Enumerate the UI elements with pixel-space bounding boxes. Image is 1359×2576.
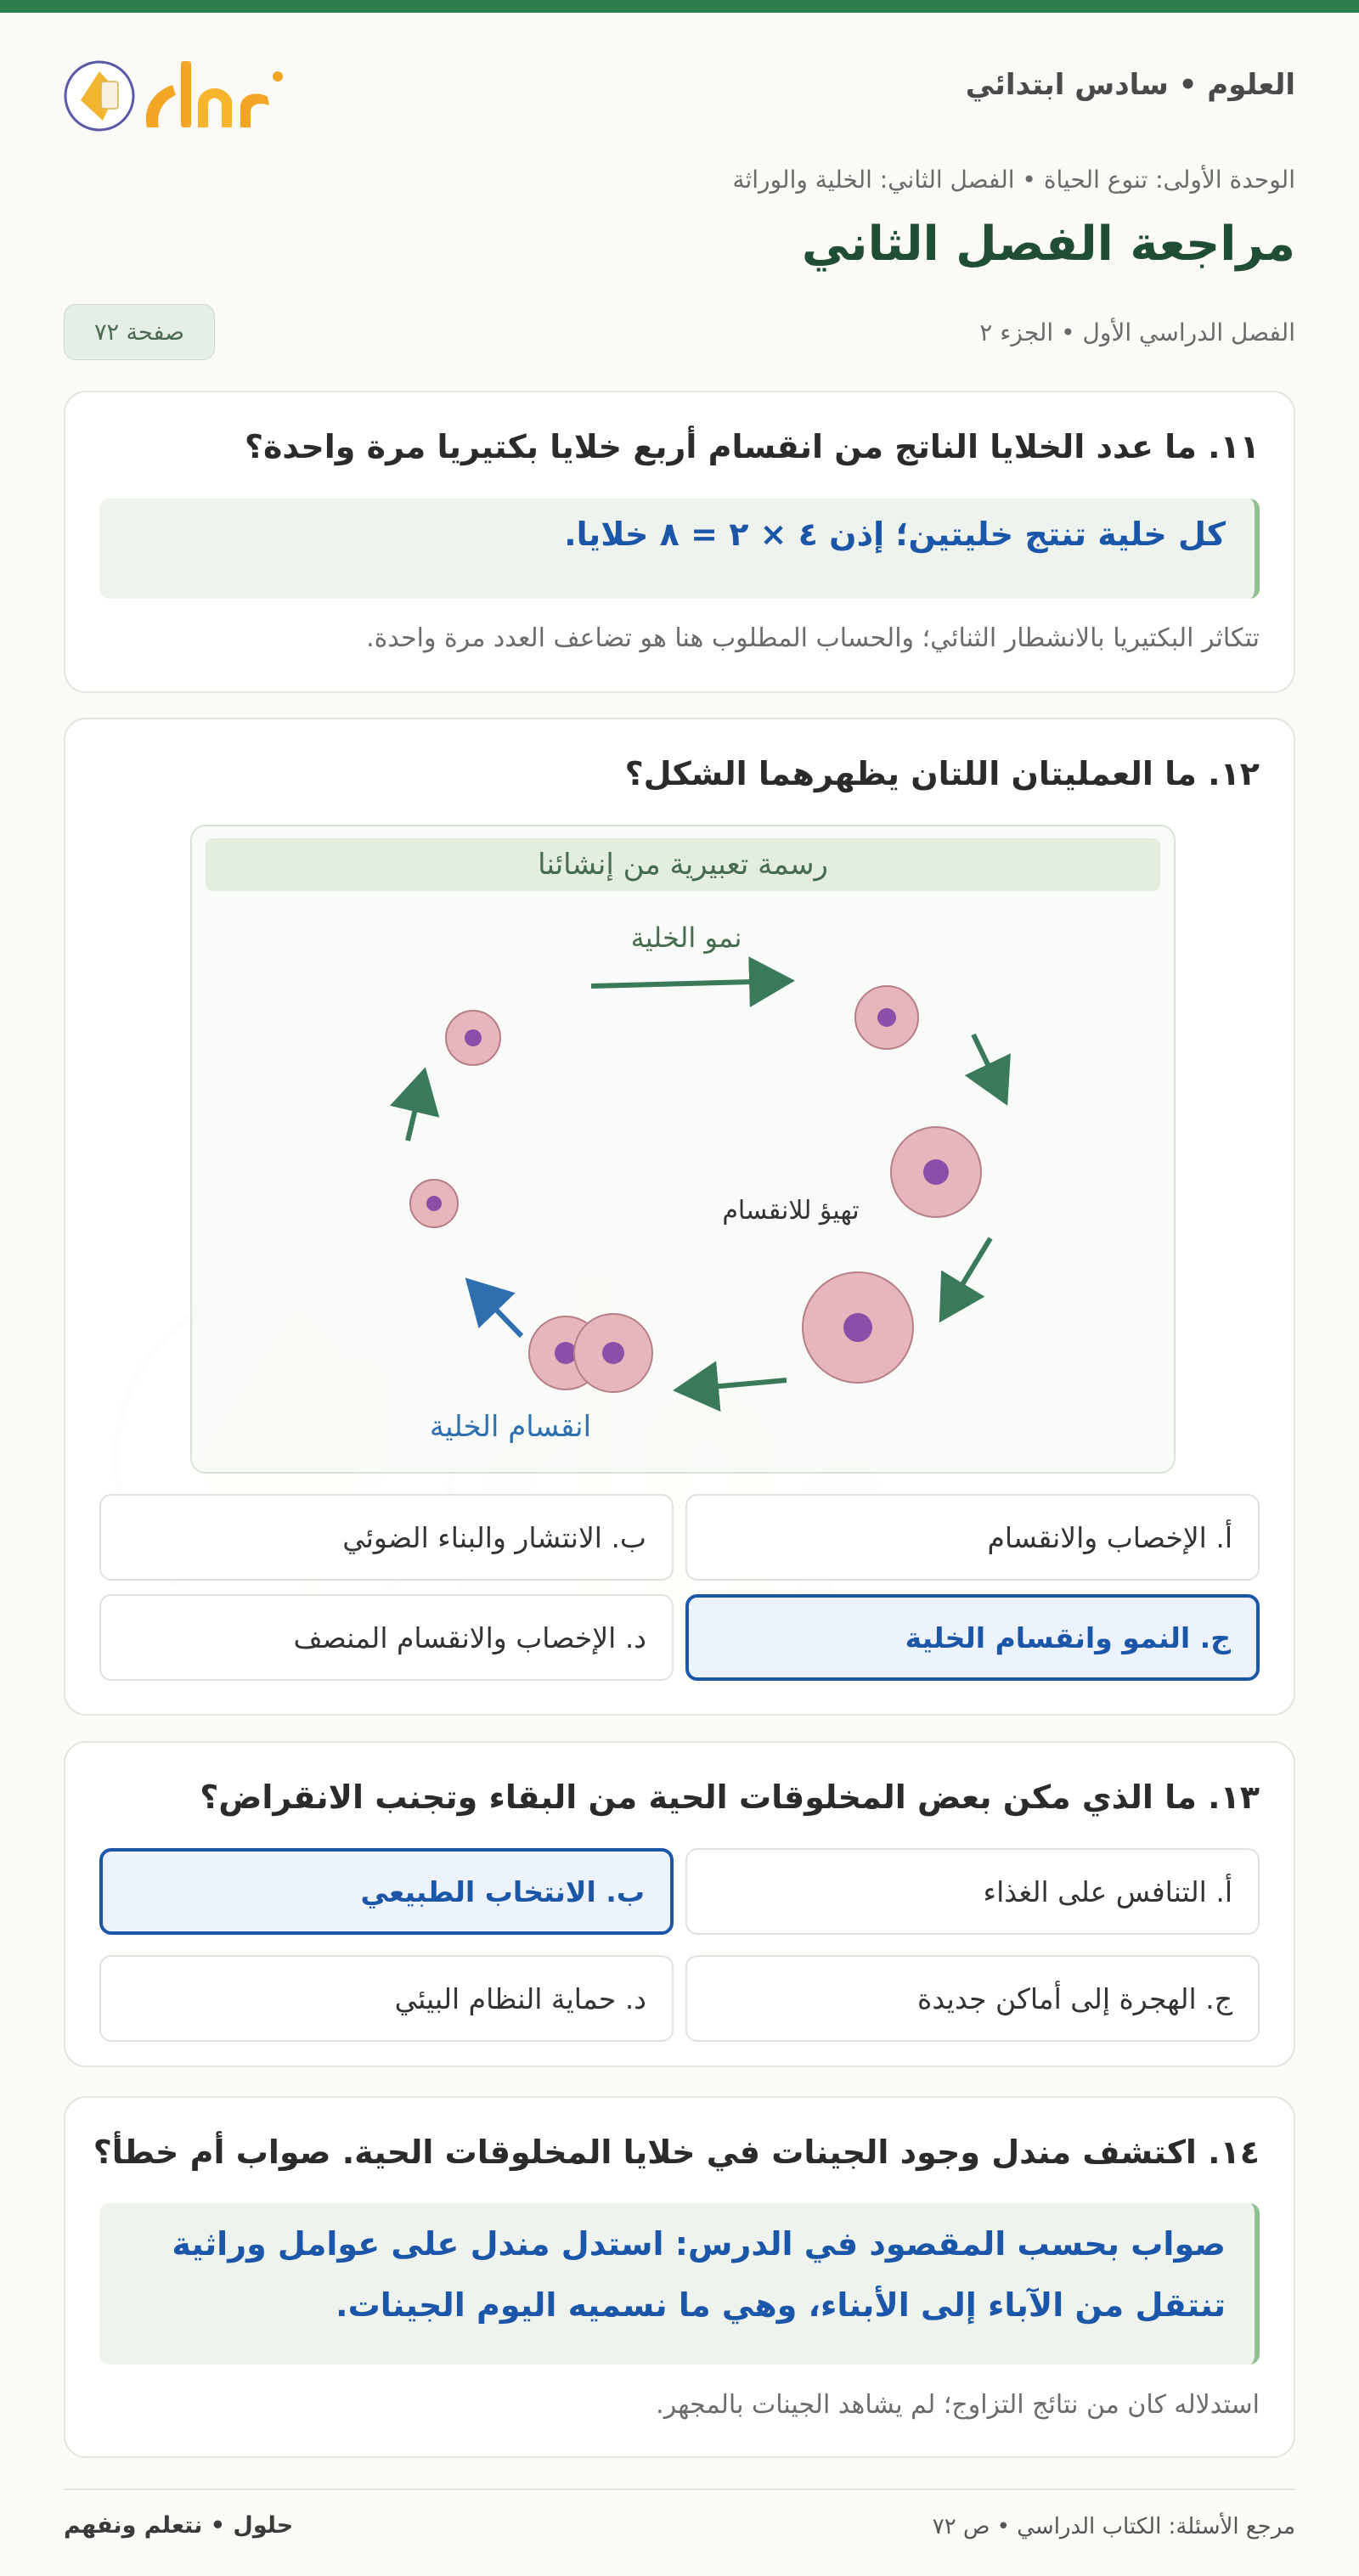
label-prepare-division: تهيؤ للانقسام bbox=[722, 1196, 860, 1226]
cell-medium bbox=[891, 1127, 981, 1217]
answer-note: استدلاله كان من نتائج التزاوج؛ لم يشاهد الجينات بالمجهر. bbox=[656, 2390, 1260, 2420]
option-a[interactable]: أ. الإخصاب والانقسام bbox=[685, 1494, 1260, 1581]
answer-line-2: تنتقل من الآباء إلى الأبناء، وهي ما نسميه اليوم الجينات. bbox=[336, 2286, 1226, 2324]
label-cell-division: انقسام الخلية bbox=[429, 1410, 592, 1444]
page-header bbox=[64, 42, 1295, 144]
question-title: ١١. ما عدد الخلايا الناتج من انقسام أربع خلايا بكتيريا مرة واحدة؟ bbox=[244, 428, 1260, 465]
option-b[interactable]: ب. الانتشار والبناء الضوئي bbox=[99, 1494, 674, 1581]
answer-box bbox=[99, 2203, 1260, 2365]
option-a[interactable]: أ. التنافس على الغذاء bbox=[685, 1848, 1260, 1935]
footer-divider bbox=[64, 2489, 1295, 2490]
subject-title: العلوم • سادس ابتدائي bbox=[965, 68, 1295, 102]
cells bbox=[410, 986, 981, 1392]
page-title: مراجعة الفصل الثاني bbox=[801, 217, 1295, 272]
option-c-selected[interactable]: ج. النمو وانقسام الخلية bbox=[685, 1594, 1260, 1681]
option-d[interactable]: د. حماية النظام البيئي bbox=[99, 1955, 674, 2042]
answer-line-1: صواب بحسب المقصود في الدرس: استدل مندل على عوامل وراثية bbox=[172, 2225, 1226, 2263]
option-b-selected[interactable]: ب. الانتخاب الطبيعي bbox=[99, 1848, 674, 1935]
question-card-13 bbox=[64, 1741, 1295, 2067]
footer-reference: مرجع الأسئلة: الكتاب الدراسي • ص ٧٢ bbox=[932, 2514, 1295, 2539]
top-accent-bar bbox=[0, 0, 1359, 13]
cell-large bbox=[803, 1272, 913, 1383]
question-card-14 bbox=[64, 2096, 1295, 2458]
cell-small-1 bbox=[446, 1011, 500, 1065]
cell-daughter-2 bbox=[574, 1314, 652, 1392]
footer-brand: حلول • نتعلم ونفهم bbox=[64, 2512, 294, 2539]
term-info: الفصل الدراسي الأول • الجزء ٢ bbox=[979, 318, 1295, 347]
question-card-12 bbox=[64, 718, 1295, 1716]
cell-small-3 bbox=[410, 1180, 458, 1227]
question-card-11 bbox=[64, 391, 1295, 693]
answer-note: تتكاثر البكتيريا بالانشطار الثنائي؛ والحساب المطلوب هنا هو تضاعف العدد مرة واحدة. bbox=[366, 623, 1260, 653]
label-cell-growth: نمو الخلية bbox=[630, 922, 742, 954]
figure-caption: رسمة تعبيرية من إنشائنا bbox=[206, 838, 1160, 891]
unit-breadcrumb: الوحدة الأولى: تنوع الحياة • الفصل الثاني: الخلية والوراثة bbox=[732, 166, 1295, 194]
cell-cycle-figure bbox=[190, 825, 1176, 1474]
cell-cycle-diagram bbox=[192, 826, 1174, 1472]
answer-box: كل خلية تنتج خليتين؛ إذن ٤ × ٢ = ٨ خلايا. bbox=[99, 499, 1260, 599]
division-arrow bbox=[472, 1285, 522, 1336]
option-c[interactable]: ج. الهجرة إلى أماكن جديدة bbox=[685, 1955, 1260, 2042]
page-number-badge: صفحة ٧٢ bbox=[64, 304, 215, 360]
option-d[interactable]: د. الإخصاب والانقسام المنصف bbox=[99, 1594, 674, 1681]
question-title: ١٤. اكتشف مندل وجود الجينات في خلايا المخلوقات الحية. صواب أم خطأ؟ bbox=[93, 2134, 1260, 2171]
question-title: ١٢. ما العمليتان اللتان يظهرهما الشكل؟ bbox=[624, 755, 1260, 792]
brand-logo bbox=[64, 42, 293, 149]
question-title: ١٣. ما الذي مكن بعض المخلوقات الحية من البقاء وتجنب الانقراض؟ bbox=[200, 1778, 1260, 1816]
cell-small-2 bbox=[855, 986, 918, 1049]
